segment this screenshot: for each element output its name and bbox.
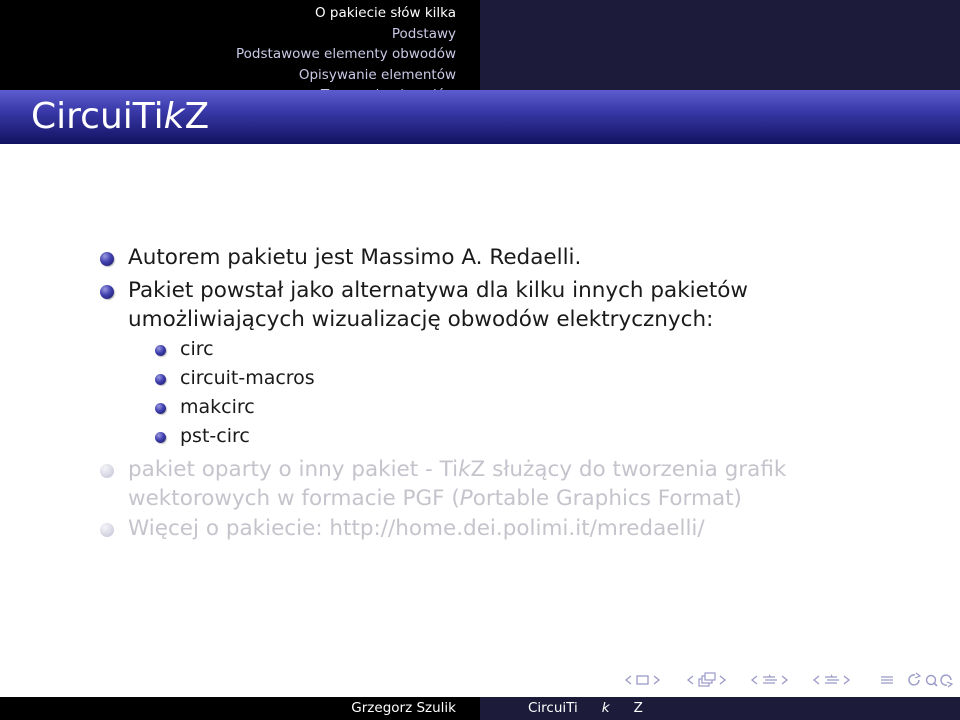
frame-title-bar <box>0 90 960 144</box>
sub-list-item-text: circuit-macros <box>180 367 315 389</box>
text-run: Z <box>633 700 643 716</box>
sub-list-item <box>96 364 936 393</box>
text-run: pakiet oparty o inny pakiet - Ti <box>128 457 459 482</box>
text-run-italic: k <box>601 700 610 716</box>
list-item-text: Pakiet powstał jako alternatywa dla kilku innych pakietów <box>128 278 749 303</box>
header-bar <box>0 0 960 90</box>
text-run: Z służący do tworzenia grafik <box>470 457 787 482</box>
frame-title-part-c: Z <box>184 96 210 137</box>
ball-bullet-icon <box>100 285 114 299</box>
footer-right-panel <box>480 697 960 720</box>
ball-bullet-icon <box>155 432 166 443</box>
list-item <box>96 243 936 272</box>
text-run-italic: P <box>459 486 473 511</box>
nav-item-o-pakiecie[interactable]: O pakiecie słów kilka <box>314 5 456 21</box>
footer-left-panel <box>0 697 480 720</box>
list-item-text-continued: umożliwiających wizualizację obwodów elektrycznych: <box>128 307 714 332</box>
list-item <box>96 276 936 334</box>
sub-list-item <box>96 393 936 422</box>
slide-content <box>96 243 936 543</box>
nav-item-podstawowe-elementy[interactable]: Podstawowe elementy obwodów <box>236 46 456 62</box>
header-right-panel <box>480 0 960 90</box>
ball-bullet-icon <box>100 523 114 537</box>
frame-title-part-b: k <box>163 96 185 137</box>
header-left-panel <box>0 0 480 90</box>
text-run-italic: k <box>458 457 471 482</box>
section-nav-icon[interactable] <box>749 671 809 689</box>
footer-author: Grzegorz Szulik <box>351 700 456 716</box>
frame-title <box>31 95 209 139</box>
frame-nav-icon[interactable] <box>623 671 683 689</box>
subsection-nav-icon[interactable] <box>685 671 747 689</box>
text-run: wektorowych w formacie PGF ( <box>128 486 460 511</box>
ball-bullet-icon <box>155 403 166 414</box>
sub-list-item-text: circ <box>180 338 214 360</box>
footer-bar <box>0 697 960 720</box>
list-item-text <box>128 455 786 484</box>
search-zoom-icon[interactable] <box>903 671 960 689</box>
sub-list-item-text: pst-circ <box>180 425 250 447</box>
sub-list-item <box>96 422 936 451</box>
nav-item-podstawy[interactable]: Podstawy <box>391 25 456 42</box>
sub-list-item <box>96 335 936 364</box>
ball-bullet-icon <box>100 464 114 478</box>
footer-short-title <box>504 700 643 716</box>
list-item-faded <box>96 455 936 513</box>
sub-list-item-text: makcirc <box>180 396 255 418</box>
nav-item-opisywanie-elementow[interactable]: Opisywanie elementów <box>298 66 456 83</box>
list-item-text: Autorem pakietu jest Massimo A. Redaelli. <box>128 245 582 270</box>
ball-bullet-icon <box>155 374 166 385</box>
text-run: CircuiTi <box>528 700 578 716</box>
ball-bullet-icon <box>155 345 166 356</box>
list-item-text: Więcej o pakiecie: http://home.dei.polimi.it/mredaelli/ <box>128 516 705 541</box>
ball-bullet-icon <box>100 252 114 266</box>
appendix-nav-icon[interactable] <box>873 671 901 689</box>
frame-title-part-a: CircuiTi <box>31 96 164 137</box>
text-run: ortable Graphics Format) <box>472 486 742 511</box>
beamer-navigation-icons <box>623 671 960 689</box>
list-item-faded <box>96 514 936 543</box>
list-item-text-continued <box>128 484 742 513</box>
presentation-nav-icon[interactable] <box>811 671 871 689</box>
